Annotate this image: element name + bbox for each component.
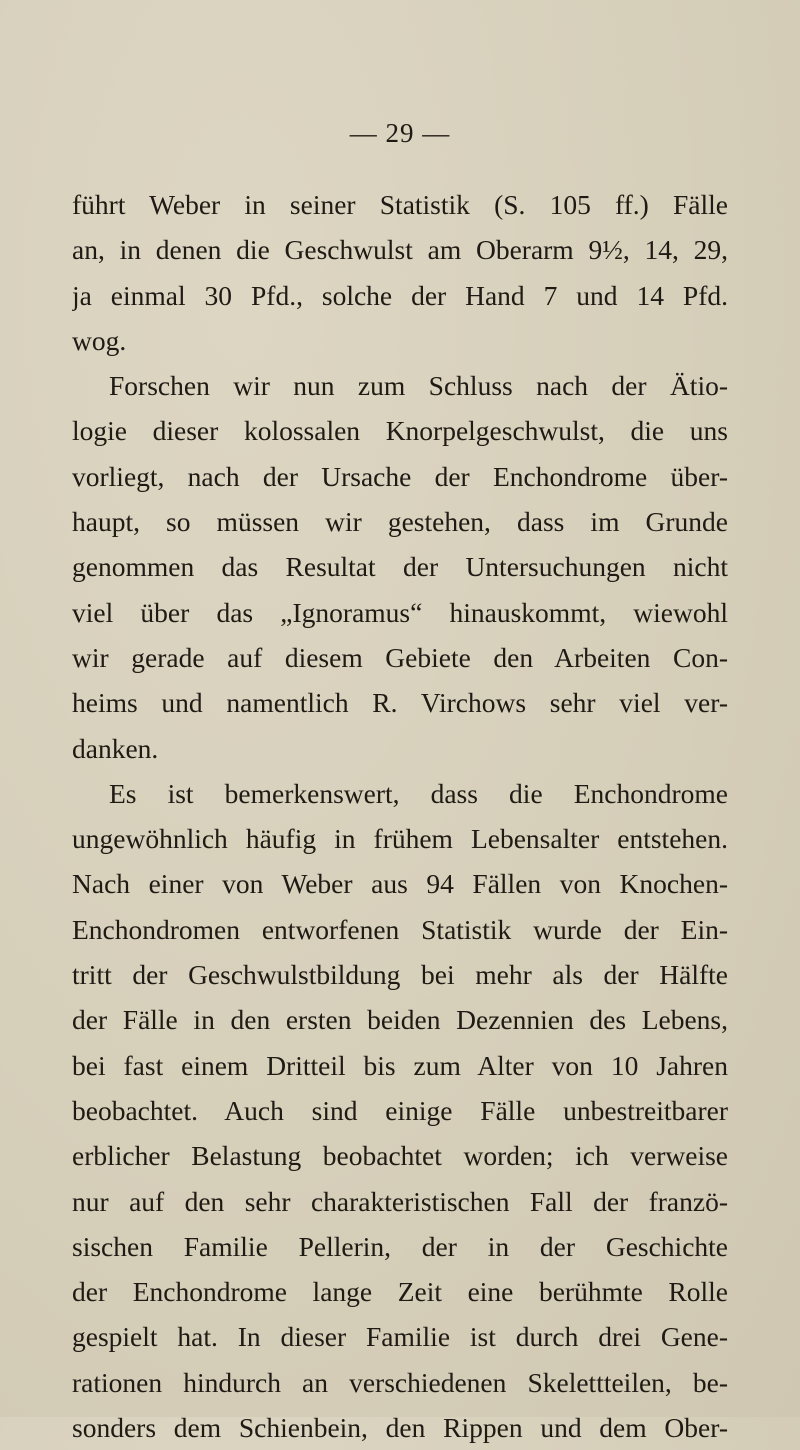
text-line: bei fast einem Dritteil bis zum Alter von 10 Jahren [72, 1049, 728, 1081]
text-line: viel über das „Ignoramus“ hinauskommt, wiewohl [72, 596, 728, 628]
text-line: der Enchondrome lange Zeit eine berühmte Rolle [72, 1276, 728, 1308]
text-line: nur auf den sehr charakteristischen Fall der franzö- [72, 1185, 728, 1217]
page-number: — 29 — [349, 118, 451, 148]
text-line: Es ist bemerkenswert, dass die Enchondrome [109, 777, 728, 809]
text-line: erblicher Belastung beobachtet worden; ich verweise [72, 1140, 728, 1172]
text-line: der Fälle in den ersten beiden Dezennien des Lebens, [72, 1004, 728, 1036]
text-line: ja einmal 30 Pfd., solche der Hand 7 und 14 Pfd. [72, 279, 728, 311]
text-line: ungewöhnlich häufig in frühem Lebensalter entstehen. [72, 823, 728, 855]
text-line: heims und namentlich R. Virchows sehr viel ver- [72, 687, 728, 719]
text-line: gespielt hat. In dieser Familie ist durch drei Gene- [72, 1321, 728, 1353]
text-line: Enchondromen entworfenen Statistik wurde der Ein- [72, 913, 728, 945]
text-line: Forschen wir nun zum Schluss nach der Ätio- [109, 370, 728, 402]
body-text [72, 182, 728, 1450]
text-line: an, in denen die Geschwulst am Oberarm 9½, 14, 29, [72, 234, 728, 266]
text-line: rationen hindurch an verschiedenen Skelettteilen, be- [72, 1366, 728, 1398]
text-line: haupt, so müssen wir gestehen, dass im Grunde [72, 506, 728, 538]
text-line: genommen das Resultat der Untersuchungen nicht [72, 551, 728, 583]
text-line: tritt der Geschwulstbildung bei mehr als der Hälfte [72, 959, 728, 991]
text-line: Nach einer von Weber aus 94 Fällen von Knochen- [72, 868, 728, 900]
text-line: sischen Familie Pellerin, der in der Geschichte [72, 1230, 728, 1262]
text-line: wir gerade auf diesem Gebiete den Arbeiten Con- [72, 641, 728, 673]
text-line: danken. [72, 732, 159, 764]
text-line: wog. [72, 324, 127, 356]
text-line: logie dieser kolossalen Knorpelgeschwulst, die uns [72, 415, 728, 447]
text-line: vorliegt, nach der Ursache der Enchondrome über- [72, 460, 728, 492]
text-line: beobachtet. Auch sind einige Fälle unbestreitbarer [72, 1094, 728, 1126]
text-line: führt Weber in seiner Statistik (S. 105 ff.) Fälle [72, 189, 728, 220]
text-line: sonders dem Schienbein, den Rippen und dem Ober- [72, 1412, 728, 1444]
